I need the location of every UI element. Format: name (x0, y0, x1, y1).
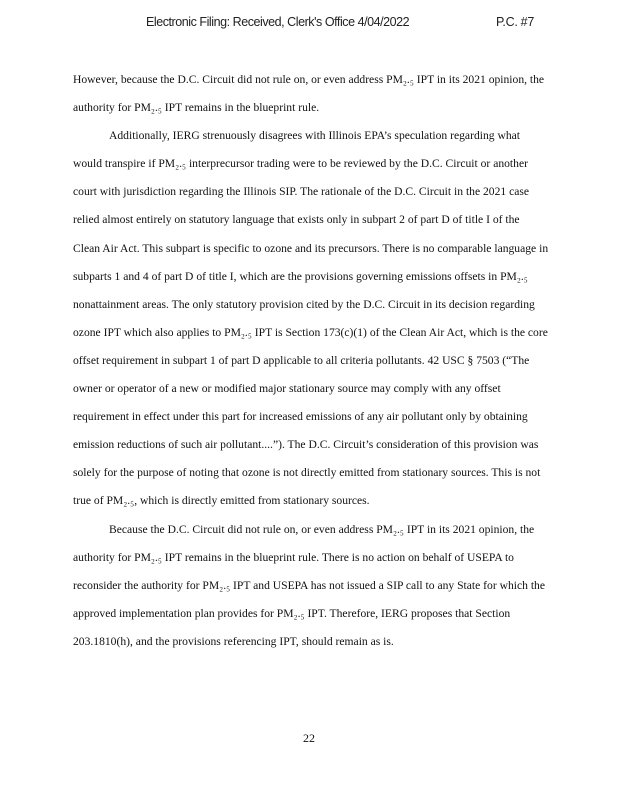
paragraph-continuation: However, because the D.C. Circuit did not rule on, or even address PM₂.₅ IPT in its 2021 opinion, the authority for PM₂.₅ IPT remains in the blueprint rule. (73, 73, 545, 115)
paragraph-ierg-disagreement: Additionally, IERG strenuously disagrees with Illinois EPA’s speculation regarding what would transpire if PM₂.₅ interprecursor trading were to be reviewed by the D.C. Circuit or another court with jurisdiction regarding the Illinois SIP. The rationale of the D.C. Circuit in the 2021 case relied almost entirely on statutory language that exists only in subpart 2 of part D of title I of the Clean Air Act. This subpart is specific to ozone and its precursors. There is no comparable language in subparts 1 and 4 of part D of title I, which are the provisions governing emissions offsets in PM₂.₅ nonattainment areas. The only statutory provision cited by the D.C. Circuit in its decision regarding ozone IPT which also applies to PM₂.₅ IPT is Section 173(c)(1) of the Clean Air Act, which is the core offset requirement in subpart 1 of part D applicable to all criteria pollutants. 42 USC § 7503 (“The owner or operator of a new or modified major stationary source may comply with any offset requirement in effect under this part for increased emissions of any air pollutant only by obtaining emission reductions of such air pollutant....”). The D.C. Circuit’s consideration of this provision was solely for the purpose of noting that ozone is not directly emitted from stationary sources. This is not true of PM₂.₅, which is directly emitted from stationary sources. (73, 129, 549, 508)
filing-stamp: Electronic Filing: Received, Clerk's Office 4/04/2022 (146, 15, 410, 29)
page-number: 22 (303, 731, 315, 745)
public-comment-number: P.C. #7 (496, 15, 534, 29)
paragraph-conclusion: Because the D.C. Circuit did not rule on, or even address PM₂.₅ IPT in its 2021 opinion, the authority for PM₂.₅ IPT remains in the blueprint rule. There is no action on behalf of USEPA to reconsider the authority for PM₂.₅ IPT and USEPA has not issued a SIP call to any State for which the approved implementation plan provides for PM₂.₅ IPT. Therefore, IERG proposes that Section 203.1810(h), and the provisions referencing IPT, should remain as is. (73, 522, 545, 648)
filing-header (0, 15, 618, 35)
document-body (73, 66, 549, 656)
